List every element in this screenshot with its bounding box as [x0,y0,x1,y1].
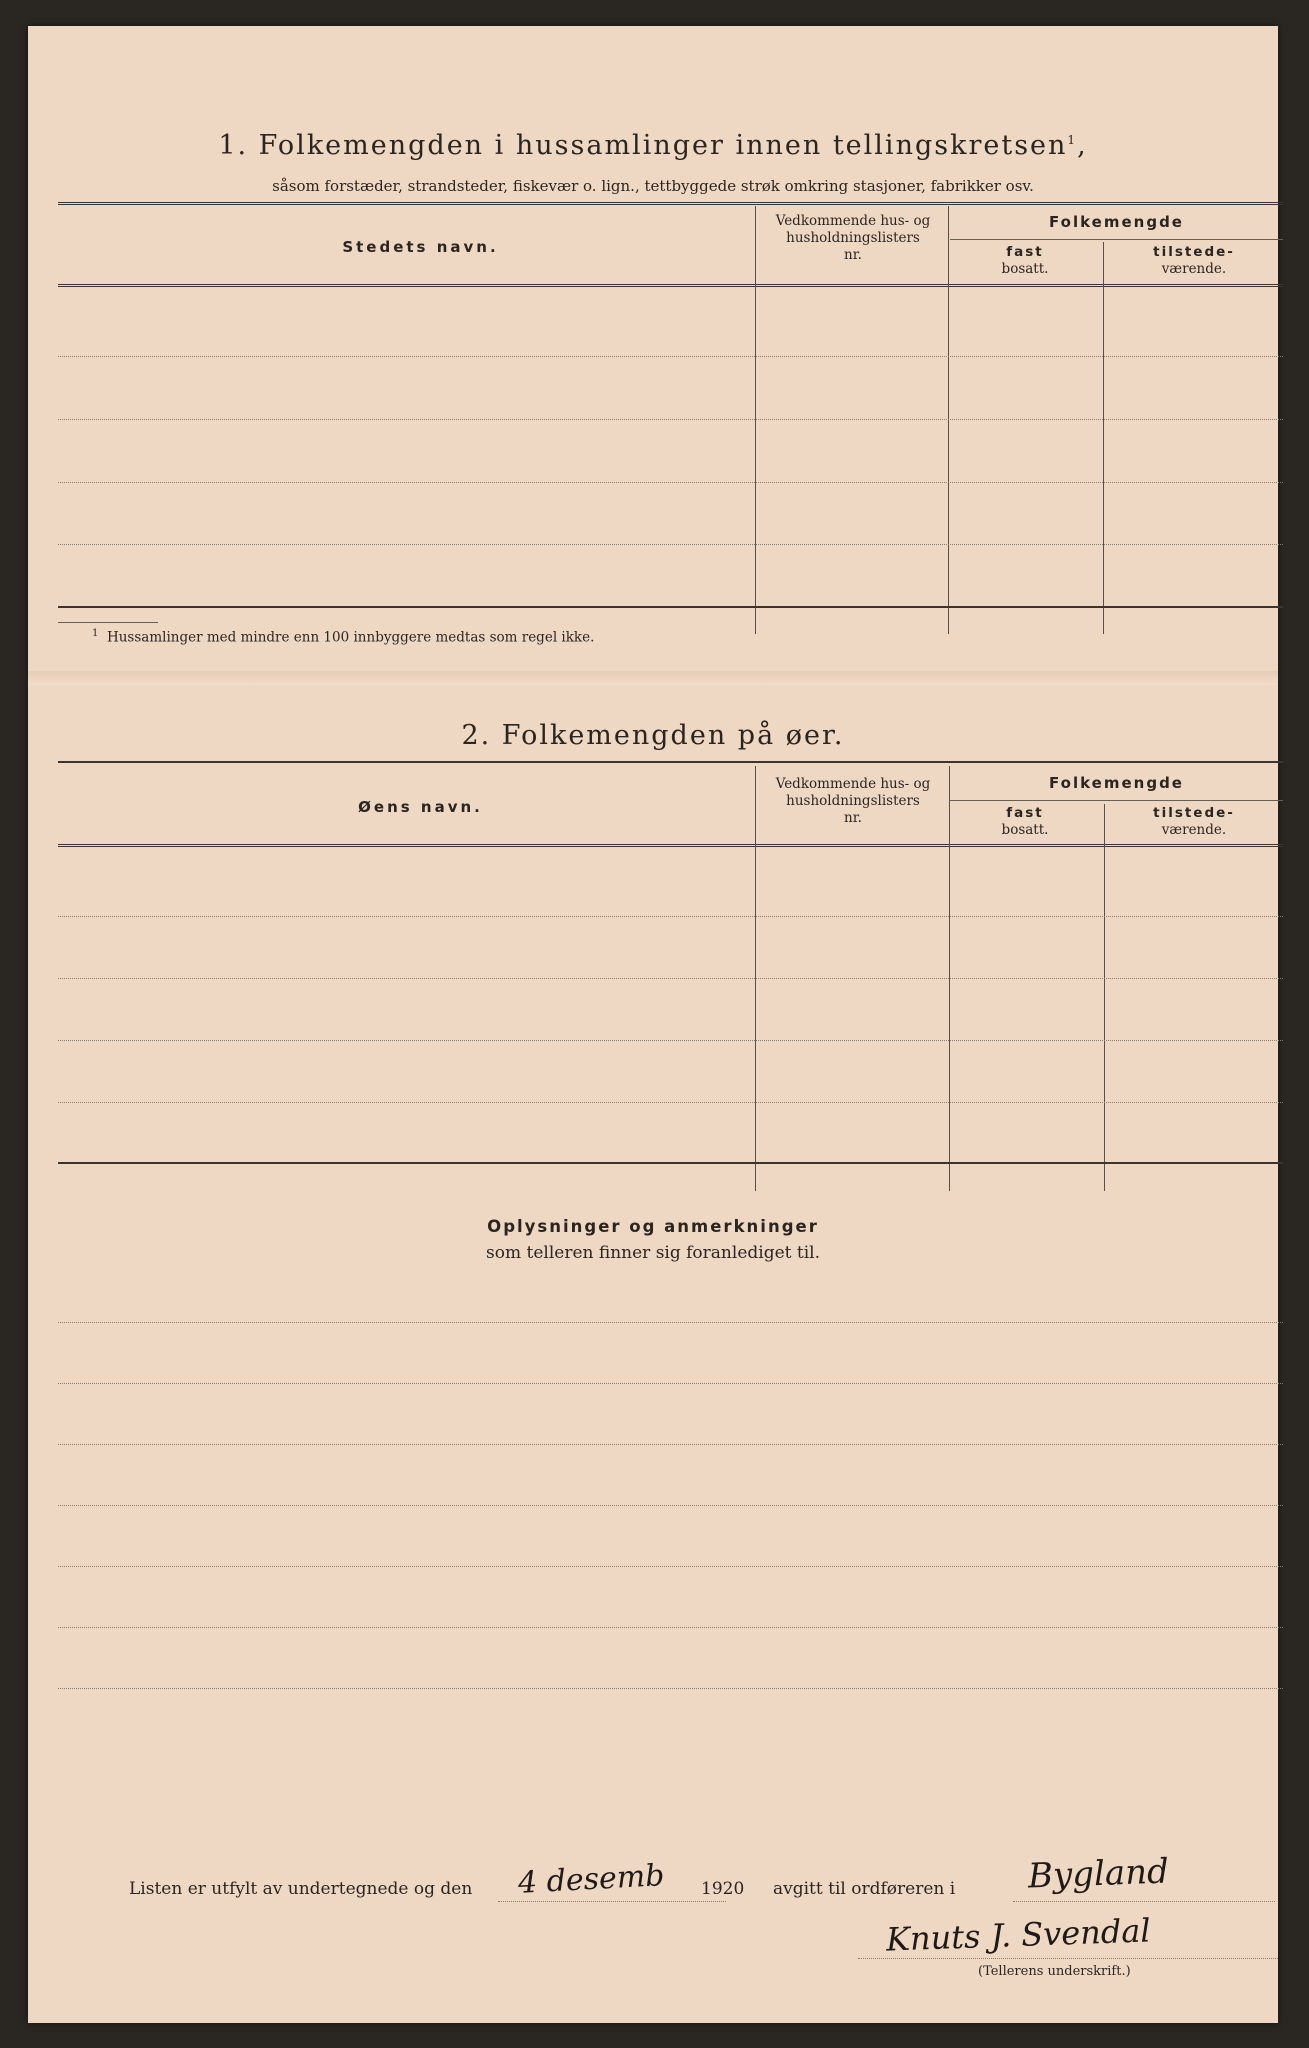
section1-footnote [92,628,594,646]
handwritten-date: 4 desemb [517,1858,666,1901]
section2-col-name: Øens navn. [358,798,483,816]
section2-col-tilstede-line2: værende. [1161,821,1227,838]
section1-col-list [758,213,948,264]
section1-col-tilstede-line2: værende. [1161,260,1227,277]
section1-row-line [58,356,1283,357]
section1-title: 1. Folkemengden i hussamlinger innen tellingskretsen [218,130,1068,161]
section2-col-tilstede [1104,805,1284,839]
signature-caption: (Tellerens underskrift.) [978,1964,1131,1979]
section1-vline-1 [755,206,756,634]
section2-row-line [58,1102,1283,1103]
section2-row-line [58,916,1283,917]
section1-title-row [28,130,1278,161]
section2-col-population: Folkemengde [1049,774,1184,792]
section1-col-name: Stedets navn. [342,238,499,256]
section1-col-fast-line1: fast [1006,244,1044,260]
remarks-title: Oplysninger og anmerkninger [487,1217,819,1236]
section2-row-line [58,1040,1283,1041]
remarks-line [58,1444,1283,1445]
section2-population-rule [950,800,1283,801]
section2-col-tilstede-line1: tilstede- [1153,805,1235,821]
remarks-subtitle: som telleren finner sig foranlediget til. [486,1243,820,1263]
section2-top-rule [58,761,1283,763]
section1-row-line [58,419,1283,420]
section1-col-fast [950,244,1100,278]
section1-vline-3 [1103,242,1104,634]
handwritten-signature: Knuts J. Svendal [885,1911,1152,1959]
section1-col-tilstede-line1: tilstede- [1153,244,1235,260]
section1-col-list-line1: Vedkommende hus- og [775,213,931,229]
section1-title-end: , [1077,130,1088,161]
section1-subtitle: såsom forstæder, strandsteder, fiskevær o. lign., tettbyggede strøk omkring stasjoner, fabrikker osv. [272,177,1034,195]
section1-header-rule [58,284,1283,287]
section1-top-rule [58,202,1283,205]
signature-blank [858,1958,1278,1959]
remarks-line [58,1383,1283,1384]
section1-col-list-line2: husholdningslisters [786,229,920,246]
footnote-text: Hussamlinger med mindre enn 100 innbyggere medtas som regel ikke. [106,629,595,646]
handwritten-place: Bygland [1027,1851,1170,1897]
census-form-page [28,26,1278,2023]
footnote-number: 1 [92,628,99,639]
section1-col-tilstede [1104,244,1284,278]
section2-col-list-line2: husholdningslisters [786,792,920,809]
section1-population-rule [950,239,1283,240]
section2-row-line [58,978,1283,979]
section2-bottom-rule [58,1162,1283,1164]
section1-row-line [58,482,1283,483]
section2-col-fast-line2: bosatt. [1001,821,1049,838]
section2-col-fast [950,805,1100,839]
section1-bottom-rule [58,606,1283,608]
section1-col-list-line3: nr. [844,246,862,263]
remarks-line [58,1322,1283,1323]
paper-fold [28,671,1278,685]
section1-row-line [58,544,1283,545]
section2-col-fast-line1: fast [1006,805,1044,821]
signature-text-before: Listen er utfylt av undertegnede og den [129,1879,473,1899]
remarks-line [58,1627,1283,1628]
remarks-line [58,1566,1283,1567]
section2-header-rule [58,844,1283,847]
signature-text-mid: avgitt til ordføreren i [773,1879,956,1899]
section2-col-list-line1: Vedkommende hus- og [775,776,931,792]
place-blank [1013,1901,1275,1902]
section2-vline-3 [1104,804,1105,1191]
section1-footnote-mark: 1 [1067,133,1078,147]
signature-year: 1920 [701,1879,745,1899]
remarks-line [58,1688,1283,1689]
section2-col-list [758,776,948,827]
section2-col-list-line3: nr. [844,809,862,826]
date-blank [498,1901,726,1902]
footnote-rule [58,622,158,623]
section1-col-population: Folkemengde [1049,213,1184,231]
remarks-line [58,1505,1283,1506]
section2-title: 2. Folkemengden på øer. [461,720,845,751]
section1-col-fast-line2: bosatt. [1001,260,1049,277]
section1-vline-2 [948,206,949,634]
